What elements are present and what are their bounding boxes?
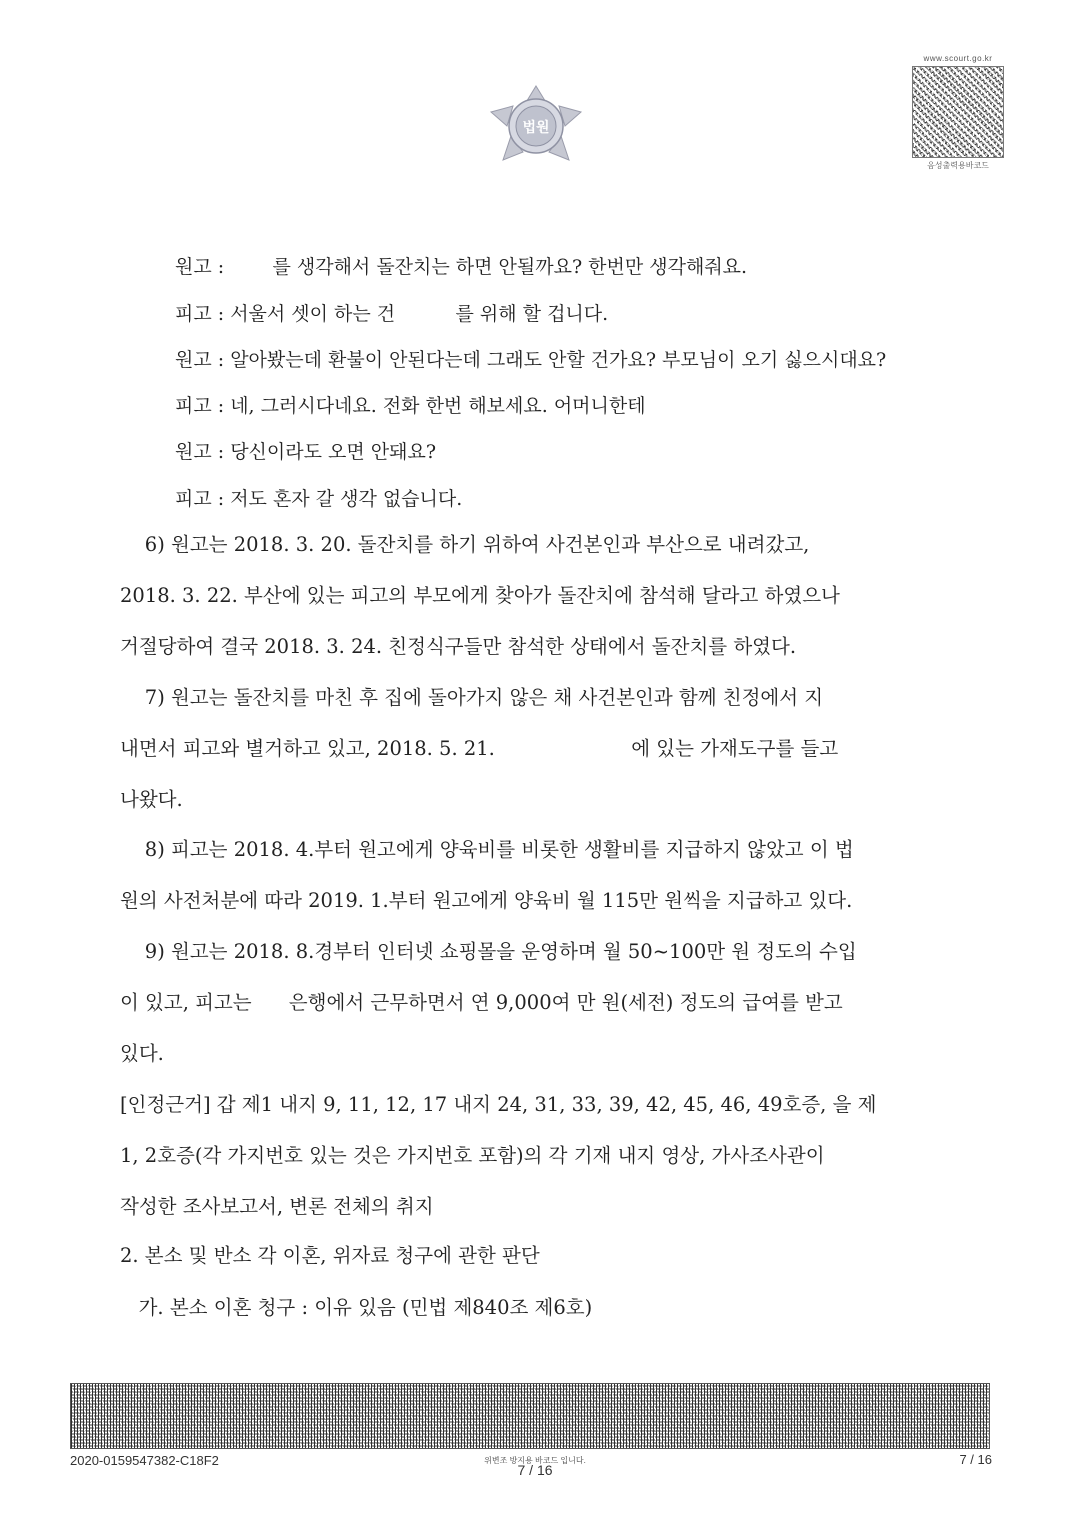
subsection-heading: 가. 본소 이혼 청구 : 이유 있음 (민법 제840조 제6호) [120,1296,593,1319]
paragraph-line: 이 있고, 피고는 은행에서 근무하면서 연 9,000여 만 원(세전) 정도의 급여를 받고 [120,991,843,1014]
seal-text: 법원 [522,120,550,136]
paragraph-line: 9) 원고는 2018. 8.경부터 인터넷 쇼핑몰을 운영하며 월 50~100만 원 정도의 수입 [120,940,857,963]
page-number-center: 7 / 16 [517,1462,553,1478]
barcode-note: 위변조 방지용 바코드 입니다. [484,1456,586,1465]
document-id: 2020-0159547382-C18F2 [70,1453,219,1468]
dialogue-text: 서울서 셋이 하는 건 를 위해 할 겁니다. [224,303,609,325]
anti-forgery-barcode-icon [70,1383,990,1449]
dialogue-text: 당신이라도 오면 안돼요? [224,441,437,463]
dialogue-text: 네, 그러시다네요. 전화 한번 해보세요. 어머니한테 [224,395,646,417]
dialogue-text: 를 생각해서 돌잔치는 하면 안될까요? 한번만 생각해줘요. [224,256,748,278]
paragraph-line: 8) 피고는 2018. 4.부터 원고에게 양육비를 비롯한 생활비를 지급하지 않았고 이 법 [120,838,854,861]
dialogue-line [175,299,608,326]
dialogue-text: 알아봤는데 환불이 안된다는데 그래도 안할 건가요? 부모님이 오기 싫으시대요? [224,349,887,371]
speaker: 원고 : [175,441,225,463]
paragraph-line: 있다. [120,1042,164,1065]
speaker: 원고 : [175,349,225,371]
speaker: 피고 : [175,395,225,417]
paragraph-line: 나왔다. [120,788,183,811]
paragraph-line: 원의 사전처분에 따라 2019. 1.부터 원고에게 양육비 월 115만 원씩을 지급하고 있다. [120,889,853,912]
paragraph-line: [인정근거] 갑 제1 내지 9, 11, 12, 17 내지 24, 31, 33, 39, 42, 45, 46, 49호증, 을 제 [120,1093,877,1116]
paragraph-line: 거절당하여 결국 2018. 3. 24. 친정식구들만 참석한 상태에서 돌잔치를 하였다. [120,635,797,658]
qr-caption: 음성출력용바코드 [927,161,989,170]
speaker: 피고 : [175,488,225,510]
dialogue-line [175,252,747,279]
paragraph-line: 7) 원고는 돌잔치를 마친 후 집에 돌아가지 않은 채 사건본인과 함께 친정에서 지 [120,686,824,709]
court-seal-icon [483,82,589,168]
qr-url: www.scourt.go.kr [923,54,993,63]
dialogue-text: 저도 혼자 갈 생각 없습니다. [224,488,463,510]
speaker: 피고 : [175,303,225,325]
dialogue-line [175,345,886,372]
paragraph-line: 작성한 조사보고서, 변론 전체의 취지 [120,1195,434,1218]
section-heading: 2. 본소 및 반소 각 이혼, 위자료 청구에 관한 판단 [120,1244,540,1267]
dialogue-line [175,484,462,511]
qr-code-icon [912,66,1004,158]
dialogue-line [175,437,436,464]
page-number-right: 7 / 16 [959,1452,992,1467]
dialogue-line [175,391,646,418]
paragraph-line: 2018. 3. 22. 부산에 있는 피고의 부모에게 찾아가 돌잔치에 참석해 달라고 하였으나 [120,584,840,607]
speaker: 원고 : [175,256,225,278]
paragraph-line: 1, 2호증(각 가지번호 있는 것은 가지번호 포함)의 각 기재 내지 영상, 가사조사관이 [120,1144,825,1167]
paragraph-line: 6) 원고는 2018. 3. 20. 돌잔치를 하기 위하여 사건본인과 부산으로 내려갔고, [120,533,810,556]
paragraph-line: 내면서 피고와 별거하고 있고, 2018. 5. 21. 에 있는 가재도구를 들고 [120,737,839,760]
